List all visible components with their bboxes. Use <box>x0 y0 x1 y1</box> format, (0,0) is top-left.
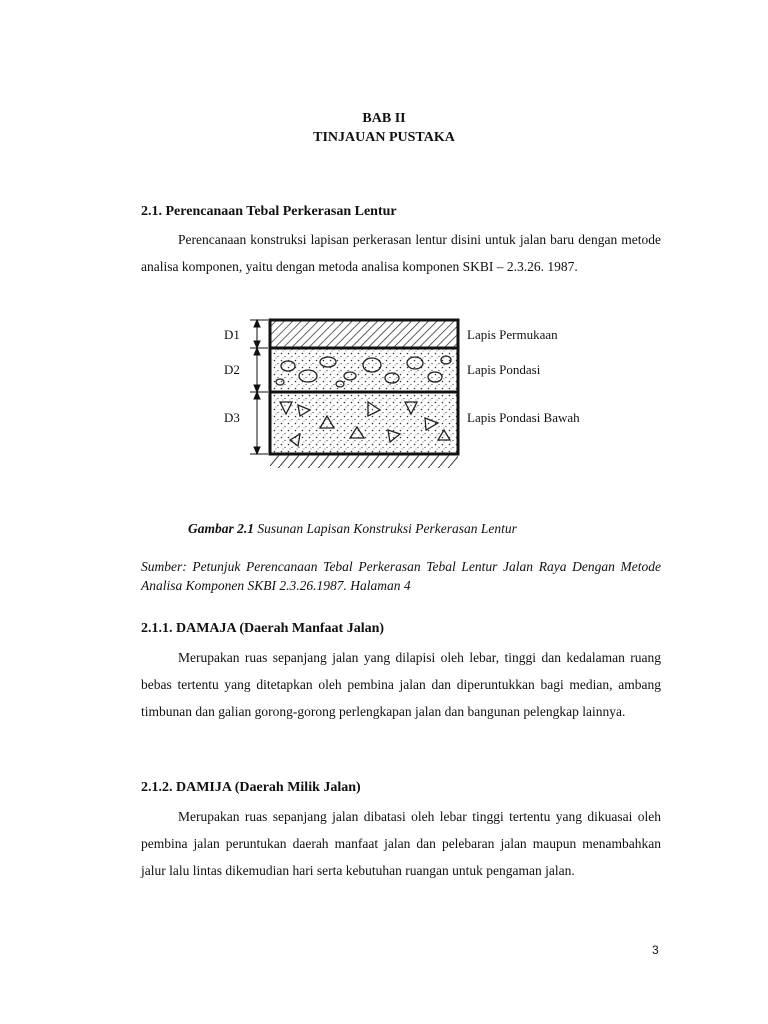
section-2-1-1-paragraph: Merupakan ruas sepanjang jalan yang dilapisi oleh lebar, tinggi dan kedalaman ruang bebas tertentu yang ditetapkan oleh pembina jalan dan diperuntukkan bagi median, ambang timbunan dan galian gorong-gorong perlengkapan jalan dan bangunan pelengkap lainnya. <box>141 650 661 719</box>
section-2-1-1-heading: 2.1.1. DAMAJA (Daerah Manfaat Jalan) <box>141 621 385 636</box>
section-2-1-heading: 2.1. Perencanaan Tebal Perkerasan Lentur <box>141 204 397 219</box>
subgrade-ground <box>270 455 458 468</box>
figure-caption-number: Gambar 2.1 <box>188 521 255 536</box>
layer-d2-label: Lapis Pondasi <box>467 362 541 377</box>
layer-d1-code: D1 <box>224 327 240 342</box>
layer-d1-label: Lapis Permukaan <box>467 327 558 342</box>
section-2-1-2-paragraph: Merupakan ruas sepanjang jalan dibatasi oleh lebar tinggi tertentu yang dikuasai oleh pembina jalan peruntukan daerah manfaat jalan dan pelebaran jalan maupun menambahkan jalur lalu lintas dikemudian hari serta kebutuhan ruangan untuk pengaman jalan. <box>141 809 661 878</box>
layer-d3-code: D3 <box>224 410 240 425</box>
layer-d2-code: D2 <box>224 362 240 377</box>
layer-d3-label: Lapis Pondasi Bawah <box>467 410 580 425</box>
pavement-layers-figure <box>210 310 610 480</box>
figure-source: Sumber: Petunjuk Perencanaan Tebal Perkerasan Tebal Lentur Jalan Raya Dengan Metode Analisa Komponen SKBI 2.3.26.1987. Halaman 4 <box>141 559 661 593</box>
page-number: 3 <box>652 943 659 957</box>
section-2-1-paragraph: Perencanaan konstruksi lapisan perkerasan lentur disini untuk jalan baru dengan metode analisa komponen, yaitu dengan metoda analisa komponen SKBI – 2.3.26. 1987. <box>141 232 661 274</box>
base-layer-box <box>270 348 458 392</box>
figure-caption-text: Susunan Lapisan Konstruksi Perkerasan Lentur <box>257 521 517 536</box>
chapter-number: BAB II <box>362 111 406 126</box>
section-2-1-2-heading: 2.1.2. DAMIJA (Daerah Milik Jalan) <box>141 780 361 795</box>
chapter-title: TINJAUAN PUSTAKA <box>313 130 455 145</box>
surface-layer-box <box>270 320 458 348</box>
dimension-line <box>250 320 268 454</box>
figure-caption <box>188 521 517 537</box>
